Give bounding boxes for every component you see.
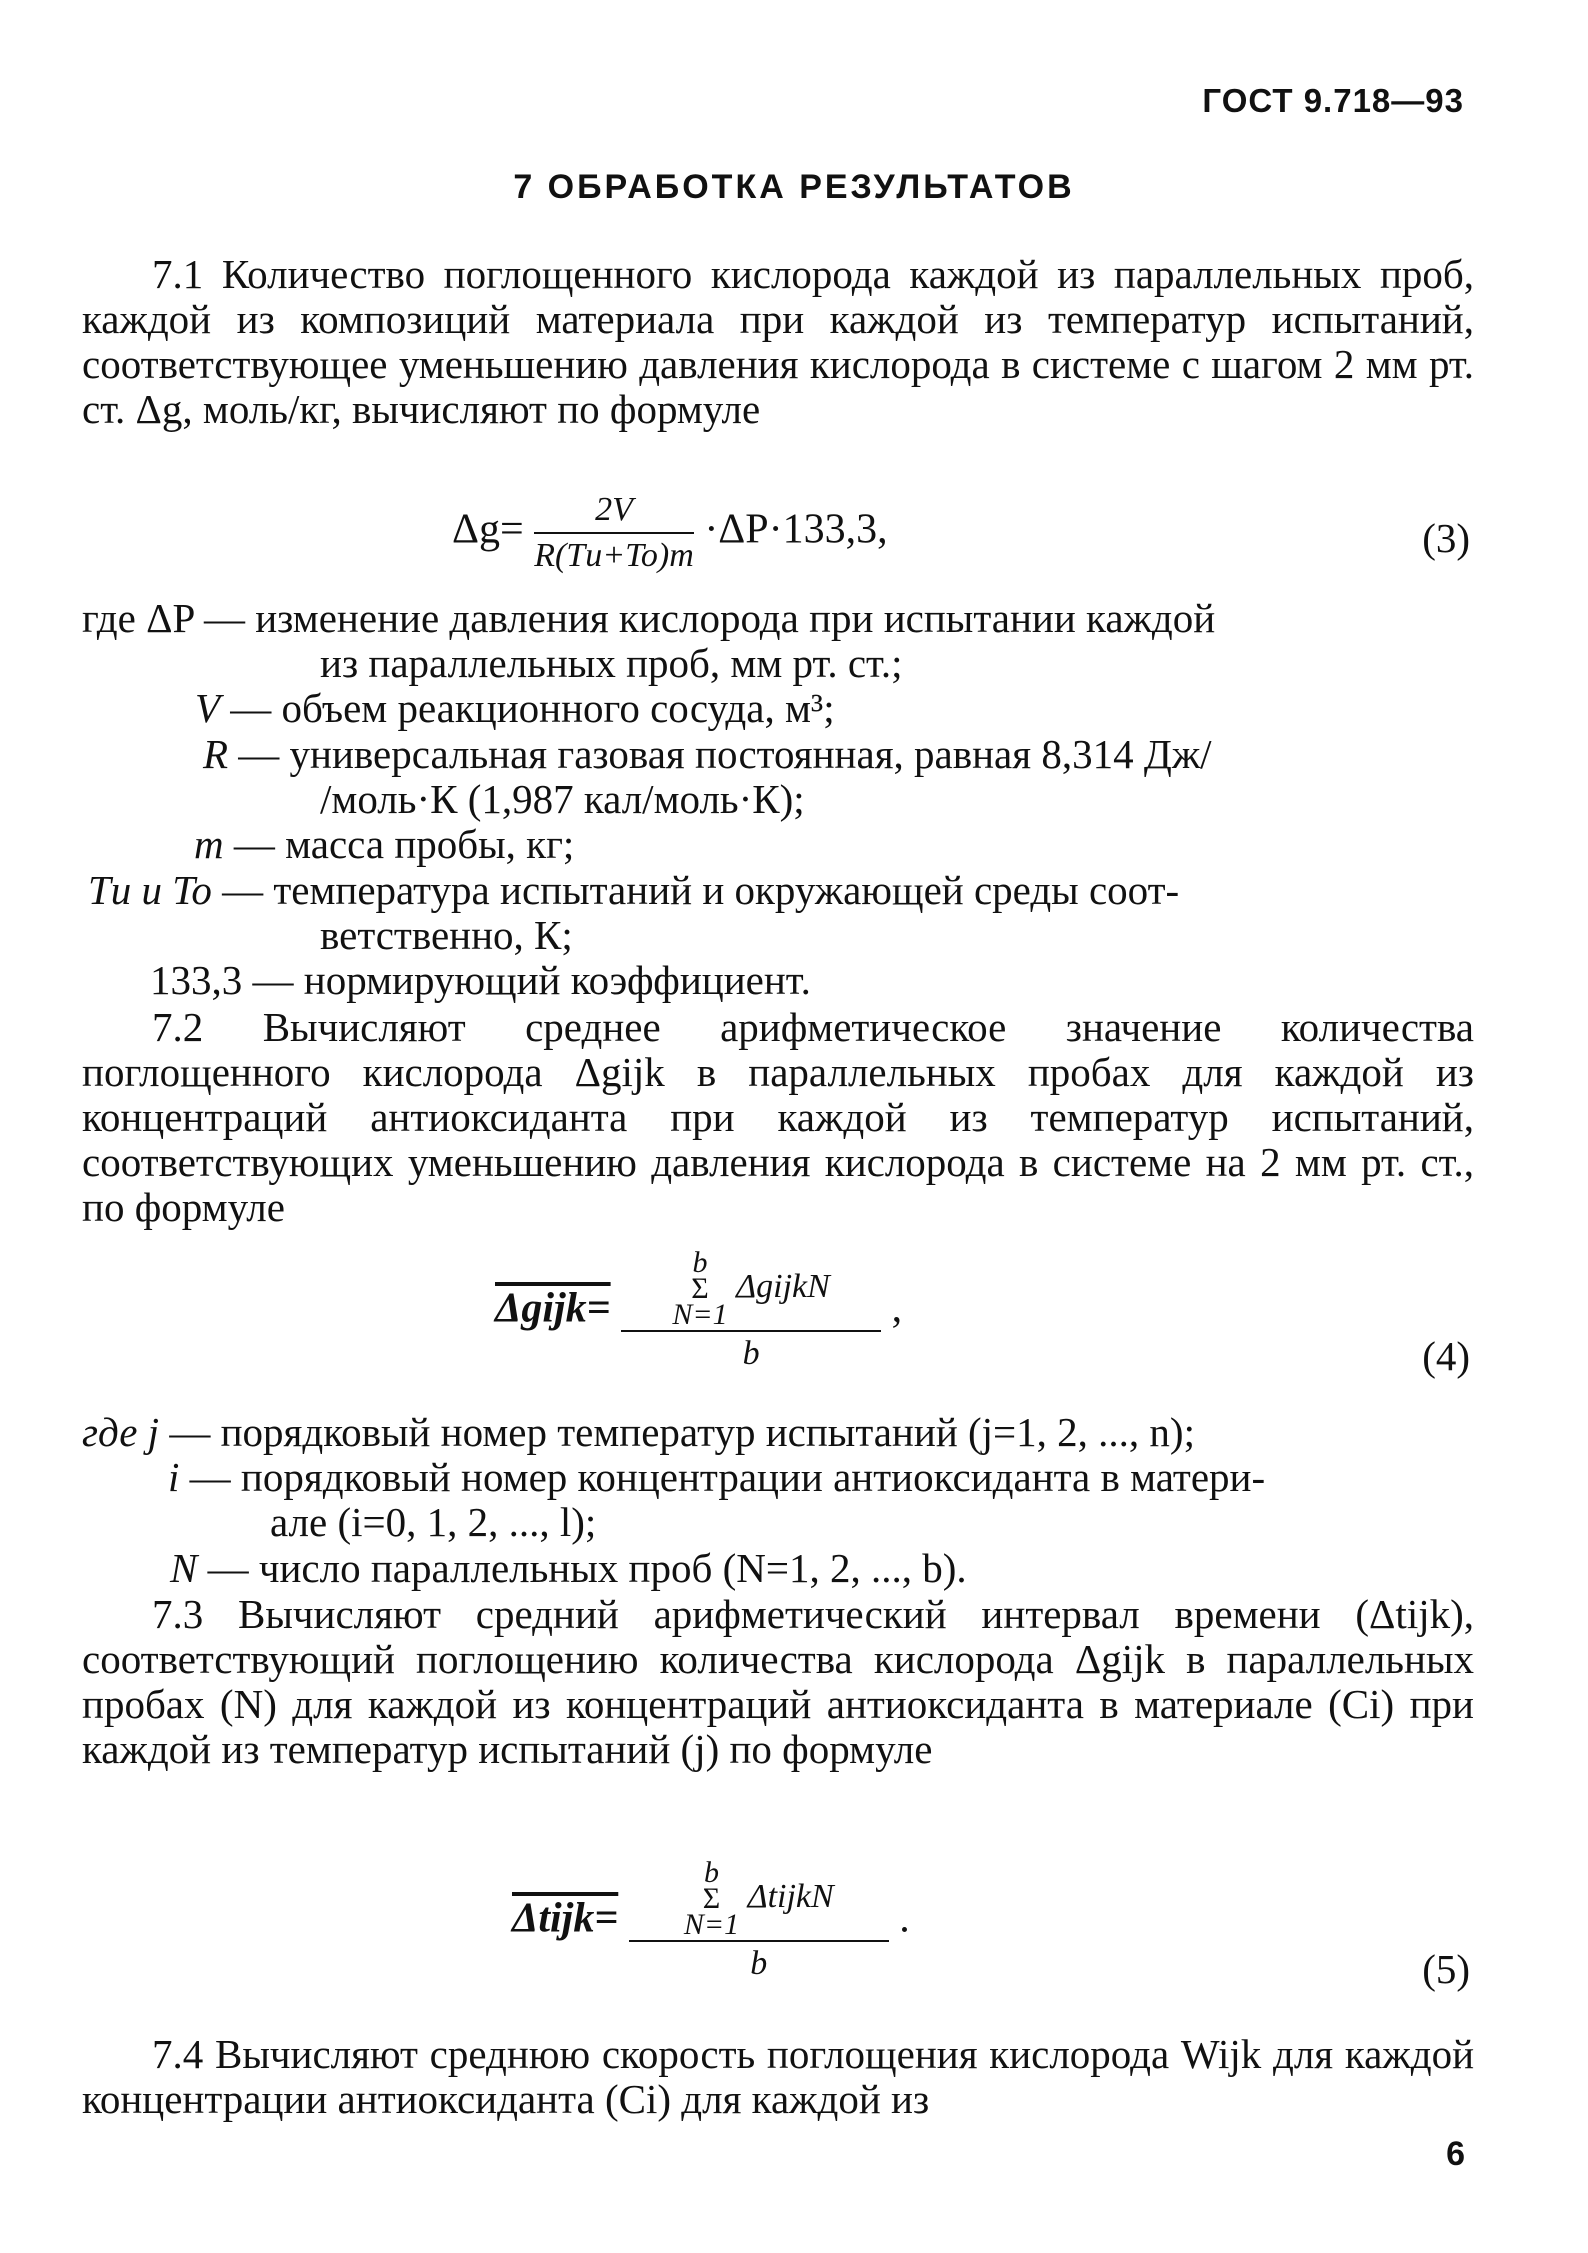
- definition-temperatures: Tи и To — температура испытаний и окружающей среды соот-: [88, 867, 1180, 913]
- definition-v: V — объем реакционного сосуда, м³;: [195, 685, 835, 731]
- definition-continuation: але (i=0, 1, 2, ..., l);: [270, 1499, 597, 1545]
- equation-number: (3): [1422, 515, 1470, 561]
- formula-rhs: ,: [891, 1285, 903, 1332]
- document-header: ГОСТ 9.718—93: [1202, 82, 1464, 119]
- fraction-denominator: R(Tи+To)m: [534, 537, 694, 574]
- paragraph-number: 7.1: [152, 251, 204, 297]
- paragraph-number: 7.2: [152, 1004, 204, 1050]
- formula-lhs: Δtijk=: [512, 1895, 619, 1942]
- paragraph-number: 7.4: [152, 2031, 204, 2077]
- definition-continuation: ветственно, К;: [320, 912, 573, 958]
- paragraph-7-2: [82, 1005, 1474, 1230]
- section-title: 7 ОБРАБОТКА РЕЗУЛЬТАТОВ: [513, 168, 1075, 206]
- paragraph-text: Вычисляют среднее арифметическое значение количества поглощенного кислорода Δgijk в параллельных пробах для каждой из концентраций антиоксиданта при каждой из температур испытаний, соответствующих уменьшению давления кислорода в системе на 2 мм рт. ст., по формуле: [82, 1004, 1474, 1230]
- fraction-numerator: b Σ N=1 ΔtijkN: [683, 1856, 834, 1941]
- fraction-numerator: 2V: [595, 491, 633, 528]
- sum-lower-limit: N=1: [683, 1908, 740, 1941]
- sum-lower-limit: N=1: [672, 1298, 728, 1331]
- definition-continuation: из параллельных проб, мм рт. ст.;: [320, 640, 903, 686]
- sum-sign: Σ: [702, 1882, 721, 1915]
- definition-m: m — масса пробы, кг;: [194, 821, 575, 867]
- definition-i: i — порядковый номер концентрации антиоксиданта в матери-: [168, 1454, 1266, 1500]
- formula-fraction: [629, 1856, 889, 1984]
- definition-delta-p: где ΔP — изменение давления кислорода при испытании каждой: [82, 595, 1216, 641]
- formula-4: [495, 1246, 903, 1374]
- formula-fraction: [534, 490, 694, 576]
- paragraph-7-4: [82, 2032, 1474, 2122]
- paragraph-text: Вычисляют среднюю скорость поглощения кислорода Wijk для каждой концентрации антиоксиданта (Ci) для каждой из: [82, 2031, 1475, 2122]
- page-number: 6: [1446, 2135, 1465, 2173]
- paragraph-7-3: [82, 1592, 1474, 1772]
- formula-fraction: [621, 1246, 881, 1374]
- equation-number: (4): [1422, 1333, 1470, 1379]
- sum-sign: Σ: [691, 1272, 709, 1305]
- definition-coefficient: 133,3 — нормирующий коэффициент.: [150, 957, 811, 1003]
- sum-upper-limit: b: [692, 1246, 708, 1279]
- formula-5: [512, 1856, 910, 1984]
- formula-rhs: .: [899, 1895, 910, 1942]
- paragraph-text: Количество поглощенного кислорода каждой из параллельных проб, каждой из композиций материала при каждой из температур испытаний, соответствующее уменьшению давления кислорода в системе с шагом 2 мм рт. ст. Δg, моль/кг, вычисляют по формуле: [82, 251, 1475, 432]
- formula-lhs: Δgijk=: [495, 1285, 611, 1332]
- paragraph-text: Вычисляют средний арифметический интервал времени (Δtijk), соответствующий поглощению количества кислорода Δgijk в параллельных пробах (N) для каждой из концентраций антиоксиданта в материале (Ci) при каждой из температур испытаний (j) по формуле: [82, 1591, 1475, 1772]
- definition-r: R — универсальная газовая постоянная, равная 8,314 Дж/: [203, 731, 1212, 777]
- equation-number: (5): [1422, 1946, 1470, 1992]
- definition-n: N — число параллельных проб (N=1, 2, ..., b).: [170, 1545, 967, 1591]
- definition-continuation: /моль·К (1,987 кал/моль·К);: [320, 776, 805, 822]
- fraction-denominator: b: [742, 1335, 760, 1372]
- paragraph-number: 7.3: [152, 1591, 204, 1637]
- definition-j: где j — порядковый номер температур испытаний (j=1, 2, ..., n);: [82, 1409, 1195, 1455]
- fraction-denominator: b: [750, 1945, 768, 1982]
- sum-upper-limit: b: [703, 1856, 719, 1889]
- paragraph-7-1: [82, 252, 1474, 432]
- fraction-numerator: b Σ N=1 ΔgijkN: [672, 1246, 830, 1331]
- formula-3: [452, 490, 888, 576]
- formula-rhs: ·ΔP·133,3,: [704, 506, 888, 553]
- formula-lhs: Δg=: [452, 506, 524, 553]
